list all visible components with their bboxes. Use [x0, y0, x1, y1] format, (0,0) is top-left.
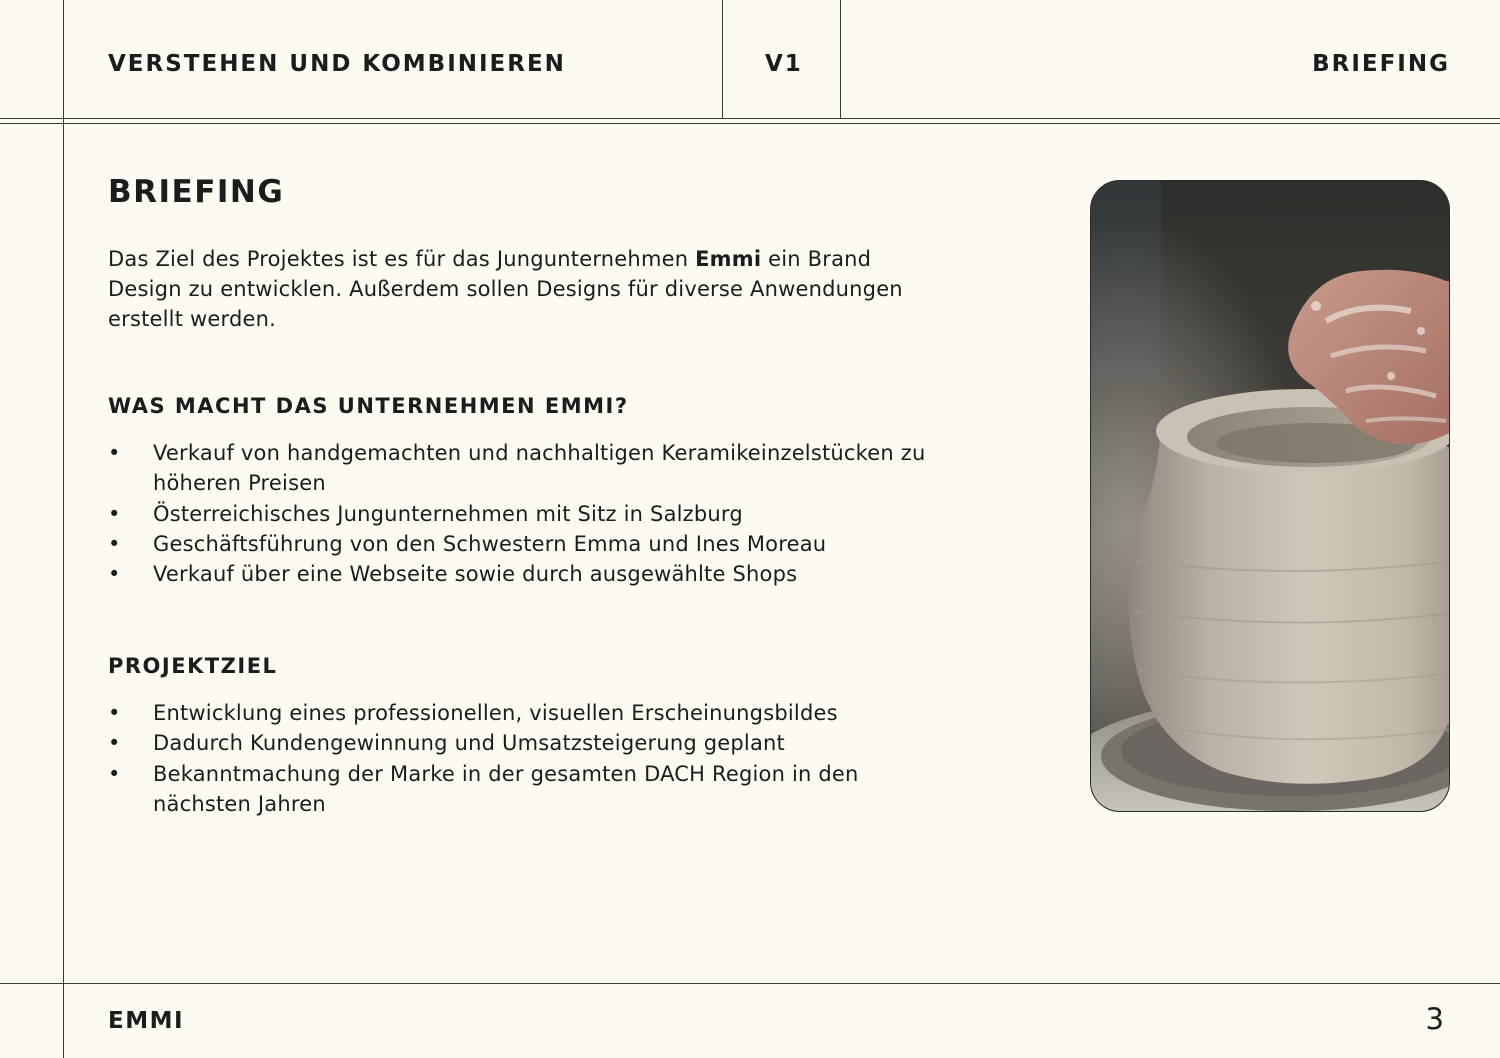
header-page-title: BRIEFING [1312, 51, 1450, 77]
header-divider-1 [722, 0, 723, 118]
list-item [108, 728, 948, 758]
section-title-project-goal: PROJEKTZIEL [108, 654, 278, 678]
list-item [108, 499, 948, 529]
intro-text-start: Das Ziel des Projektes ist es für das Jungunternehmen [108, 247, 696, 271]
bullet-icon: • [108, 731, 121, 756]
list-item-text: Verkauf von handgemachten und nachhaltigen Keramikeinzelstücken zu höheren Preisen [153, 441, 926, 496]
header-rule-bottom [0, 123, 1500, 124]
bullet-icon: • [108, 562, 121, 587]
list-item [108, 438, 948, 499]
list-item-text: Entwicklung eines professionellen, visuellen Erscheinungsbildes [153, 701, 838, 725]
pottery-photo [1090, 180, 1450, 812]
header-version: V1 [765, 51, 803, 77]
list-item-text: Dadurch Kundengewinnung und Umsatzsteigerung geplant [153, 731, 785, 756]
intro-brand-name: Emmi [695, 247, 762, 271]
list-item-text: Bekanntmachung der Marke in der gesamten DACH Region in den nächsten Jahren [153, 761, 859, 816]
project-goal-bullet-list [108, 698, 948, 819]
list-item-text: Verkauf über eine Webseite sowie durch ausgewählte Shops [153, 562, 798, 587]
footer-rule [0, 983, 1500, 984]
list-item [108, 698, 948, 728]
list-item-text: Geschäftsführung von den Schwestern Emma und Ines Moreau [153, 531, 827, 556]
company-bullet-list [108, 438, 948, 589]
bullet-icon: • [108, 531, 121, 556]
bullet-icon: • [108, 441, 121, 465]
list-item [108, 759, 948, 820]
intro-text-end: ein Brand Design zu entwicklen. Außerdem sollen Designs für diverse Anwendungen erstellt werden. [108, 247, 903, 331]
list-item [108, 559, 948, 589]
header-rule-top [0, 118, 1500, 119]
bullet-icon: • [108, 501, 121, 526]
list-item-text: Österreichisches Jungunternehmen mit Sitz in Salzburg [153, 501, 743, 526]
intro-paragraph [108, 244, 938, 334]
left-margin-rule [63, 0, 64, 1058]
header-divider-2 [840, 0, 841, 118]
section-title-company: WAS MACHT DAS UNTERNEHMEN EMMI? [108, 394, 629, 418]
page-title: BRIEFING [108, 174, 285, 210]
page-number: 3 [1425, 1002, 1444, 1036]
footer-brand: EMMI [108, 1008, 185, 1034]
bullet-icon: • [108, 761, 121, 786]
bullet-icon: • [108, 701, 121, 725]
header-section-title: VERSTEHEN UND KOMBINIEREN [108, 51, 566, 77]
list-item [108, 529, 948, 559]
